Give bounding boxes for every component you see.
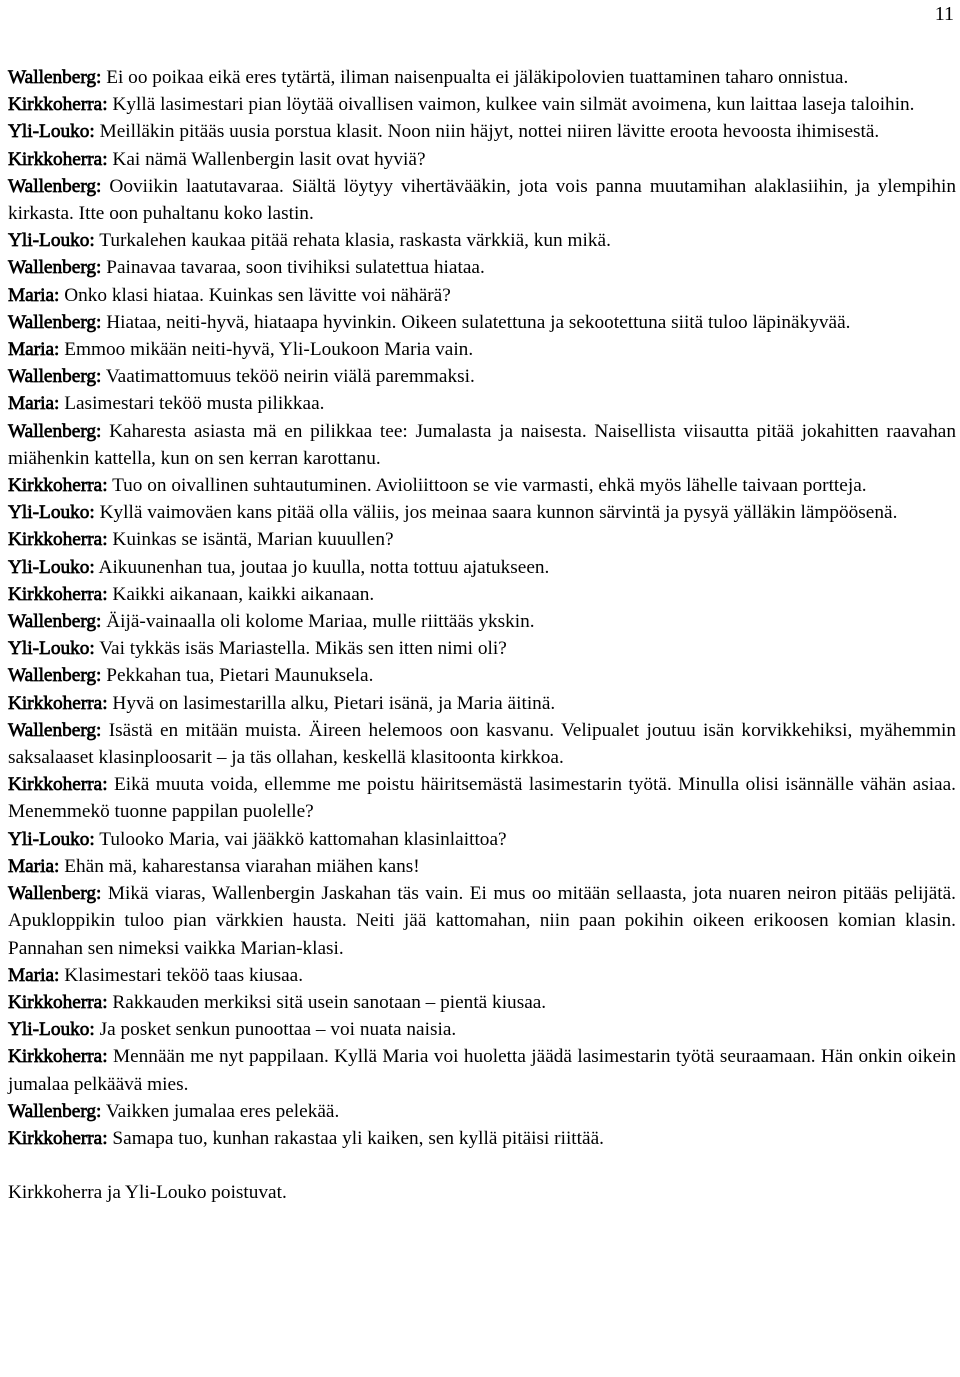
speaker-name: Maria: [8,393,60,415]
speaker-name: Kirkkoherra: [8,583,108,605]
dialogue-line [8,581,956,608]
speaker-name: Kirkkoherra: [8,991,108,1013]
dialogue-line [8,118,956,145]
speaker-name: Yli-Louko: [8,828,95,850]
line-text: Ja posket senkun punoottaa – voi nuata naisia. [94,1019,457,1041]
dialogue-line [8,880,956,962]
line-text: Ei oo poikaa eikä eres tytärtä, iliman naisenpualta ei jäläkipolovien tuattaminen taharo onnistua. [101,67,849,88]
dialogue-line [8,336,956,363]
line-text: Tulooko Maria, vai jääkkö kattomahan klasinlaittoa? [94,828,507,850]
line-text: Eikä muuta voida, ellemme me poistu häiritsemästä lasimestarin työtä. Minulla olisi isännälle vähän asiaa. Menemmekö tuonne pappilan puolelle? [8,774,956,823]
speaker-name: Maria: [8,339,60,361]
dialogue-line [8,526,956,553]
dialogue-line [8,227,956,254]
speaker-name: Wallenberg: [8,67,102,88]
speaker-name: Kirkkoherra: [8,1046,108,1068]
line-text: Emmoo mikään neiti-hyvä, Yli-Loukoon Maria vain. [59,339,474,361]
page-number: 11 [934,3,954,25]
dialogue-line [8,91,956,118]
dialogue-line [8,717,956,771]
dialogue-line [8,173,956,227]
speaker-name: Kirkkoherra: [8,692,108,714]
line-text: Meilläkin pitääs uusia porstua klasit. Noon niin häjyt, nottei niiren lävitte eroota hevoosta ihimisestä. [94,121,880,143]
line-text: Klasimestari teköö taas kiusaa. [59,964,304,986]
line-text: Äijä-vainaalla oli kolome Mariaa, mulle riittääs ykskin. [101,611,535,633]
speaker-name: Wallenberg: [8,719,102,741]
line-text: Vai tykkäs isäs Mariastella. Mikäs sen itten nimi oli? [94,638,507,660]
dialogue-line [8,418,956,472]
line-text: Rakkauden merkiksi sitä usein sanotaan – pientä kiusaa. [107,991,547,1013]
speaker-name: Wallenberg: [8,420,102,442]
line-text: Vaatimattomuus teköö neirin viälä paremmaksi. [101,366,475,388]
dialogue-line [8,608,956,635]
line-text: Kyllä vaimoväen kans pitää olla väliis, jos meinaa saara kunnon särvintä ja pysyä yälläkin lämpöösenä. [94,502,898,524]
dialogue-line [8,1043,956,1097]
dialogue-line [8,1016,956,1043]
line-text: Onko klasi hiataa. Kuinkas sen lävitte voi nähärä? [59,284,451,306]
speaker-name: Kirkkoherra: [8,94,108,116]
dialogue-line [8,472,956,499]
line-text: Kai nämä Wallenbergin lasit ovat hyviä? [107,148,426,170]
dialogue-line [8,962,956,989]
speaker-name: Wallenberg: [8,257,102,279]
speaker-name: Maria: [8,855,60,877]
line-text: Hiataa, neiti-hyvä, hiataapa hyvinkin. Oikeen sulatettuna ja sekootettuna siitä tuloo läpinäkyvää. [101,311,851,333]
line-text: Kyllä lasimestari pian löytää oivallisen vaimon, kulkee vain silmät avoimena, kun laittaa laseja taloihin. [107,94,915,116]
speaker-name: Kirkkoherra: [8,1127,108,1149]
speaker-name: Yli-Louko: [8,121,95,143]
line-text: Isästä en mitään muista. Äireen helemoos oon kasvanu. Velipualet joutuu isän korvikkehiksi, myähemmin saksalaaset klasinploosarit – ja täs ollahan, keskellä klasitoonta kirkkoa. [8,719,956,769]
speaker-name: Wallenberg: [8,366,102,388]
dialogue-line [8,826,956,853]
dialogue-line [8,554,956,581]
speaker-name: Kirkkoherra: [8,774,108,796]
dialogue-text [8,64,956,1206]
line-text: Turkalehen kaukaa pitää rehata klasia, raskasta värkkiä, kun mikä. [94,230,611,252]
dialogue-line [8,1125,956,1152]
speaker-name: Wallenberg: [8,665,102,687]
speaker-name: Kirkkoherra: [8,148,108,170]
dialogue-line [8,499,956,526]
speaker-name: Kirkkoherra: [8,529,108,551]
line-text: Ooviikin laatutavaraa. Siältä löytyy vihertävääkin, jota vois panna muutamihan alaklasiihin, ja ylempihin kirkasta. Itte oon puhaltanu koko lastin. [8,175,956,225]
stage-direction: Kirkkoherra ja Yli-Louko poistuvat. [8,1182,287,1204]
line-text: Painavaa tavaraa, soon tivihiksi sulatettua hiataa. [101,257,485,279]
line-text: Mikä viaras, Wallenbergin Jaskahan täs vain. Ei mus oo mitään sellaasta, jota nuaren neiron pitääs pelijätä. Apukloppikin tuloo pian värkkien hausta. Neiti jää kattomahan, niin paan pokihin oikeen erikoosen komian klasin. Pannahan sen nimeksi vaikka Marian-klasi. [8,883,956,959]
dialogue-line [8,309,956,336]
speaker-name: Yli-Louko: [8,502,95,524]
dialogue-line [8,64,956,91]
line-text: Ehän mä, kaharestansa viarahan miähen kans! [59,855,420,877]
dialogue-line [8,635,956,662]
dialogue-line [8,690,956,717]
line-text: Pekkahan tua, Pietari Maunuksela. [101,665,374,687]
dialogue-line [8,771,956,825]
speaker-name: Kirkkoherra: [8,475,108,497]
speaker-name: Yli-Louko: [8,556,95,578]
line-text: Kaikki aikanaan, kaikki aikanaan. [107,583,375,605]
line-text: Kaharesta asiasta mä en pilikkaa tee: Jumalasta ja naisesta. Naisellista viisautta pitää jokahitten raavahan miähenkin kattella, kun on sen kerran karottanu. [8,420,956,469]
dialogue-line [8,390,956,417]
dialogue-line [8,662,956,689]
speaker-name: Maria: [8,284,60,306]
line-text: Vaikken jumalaa eres pelekää. [101,1100,340,1122]
speaker-name: Wallenberg: [8,175,102,197]
line-text: Samapa tuo, kunhan rakastaa yli kaiken, sen kyllä pitäisi riittää. [107,1127,604,1149]
dialogue-line [8,989,956,1016]
line-text: Lasimestari teköö musta pilikkaa. [59,393,325,415]
line-text: Tuo on oivallinen suhtautuminen. Avioliittoon se vie varmasti, ehkä myös lähelle taivaan portteja. [107,475,867,497]
dialogue-line [8,146,956,173]
dialogue-line [8,282,956,309]
speaker-name: Wallenberg: [8,611,102,633]
line-text: Aikuunenhan tua, joutaa jo kuulla, notta tottuu ajatukseen. [94,556,550,578]
speaker-name: Wallenberg: [8,883,102,905]
dialogue-line [8,254,956,281]
speaker-name: Maria: [8,964,60,986]
line-text: Hyvä on lasimestarilla alku, Pietari isänä, ja Maria äitinä. [107,692,556,714]
line-text: Kuinkas se isäntä, Marian kuuullen? [107,529,394,551]
speaker-name: Yli-Louko: [8,1019,95,1041]
line-text: Mennään me nyt pappilaan. Kyllä Maria voi huoletta jäädä lasimestarin työtä seuraamaan. Hän onkin oikein jumalaa pelkäävä mies. [8,1046,956,1095]
speaker-name: Wallenberg: [8,311,102,333]
speaker-name: Wallenberg: [8,1100,102,1122]
speaker-name: Yli-Louko: [8,230,95,252]
speaker-name: Yli-Louko: [8,638,95,660]
dialogue-line [8,853,956,880]
dialogue-line [8,363,956,390]
dialogue-line [8,1098,956,1125]
